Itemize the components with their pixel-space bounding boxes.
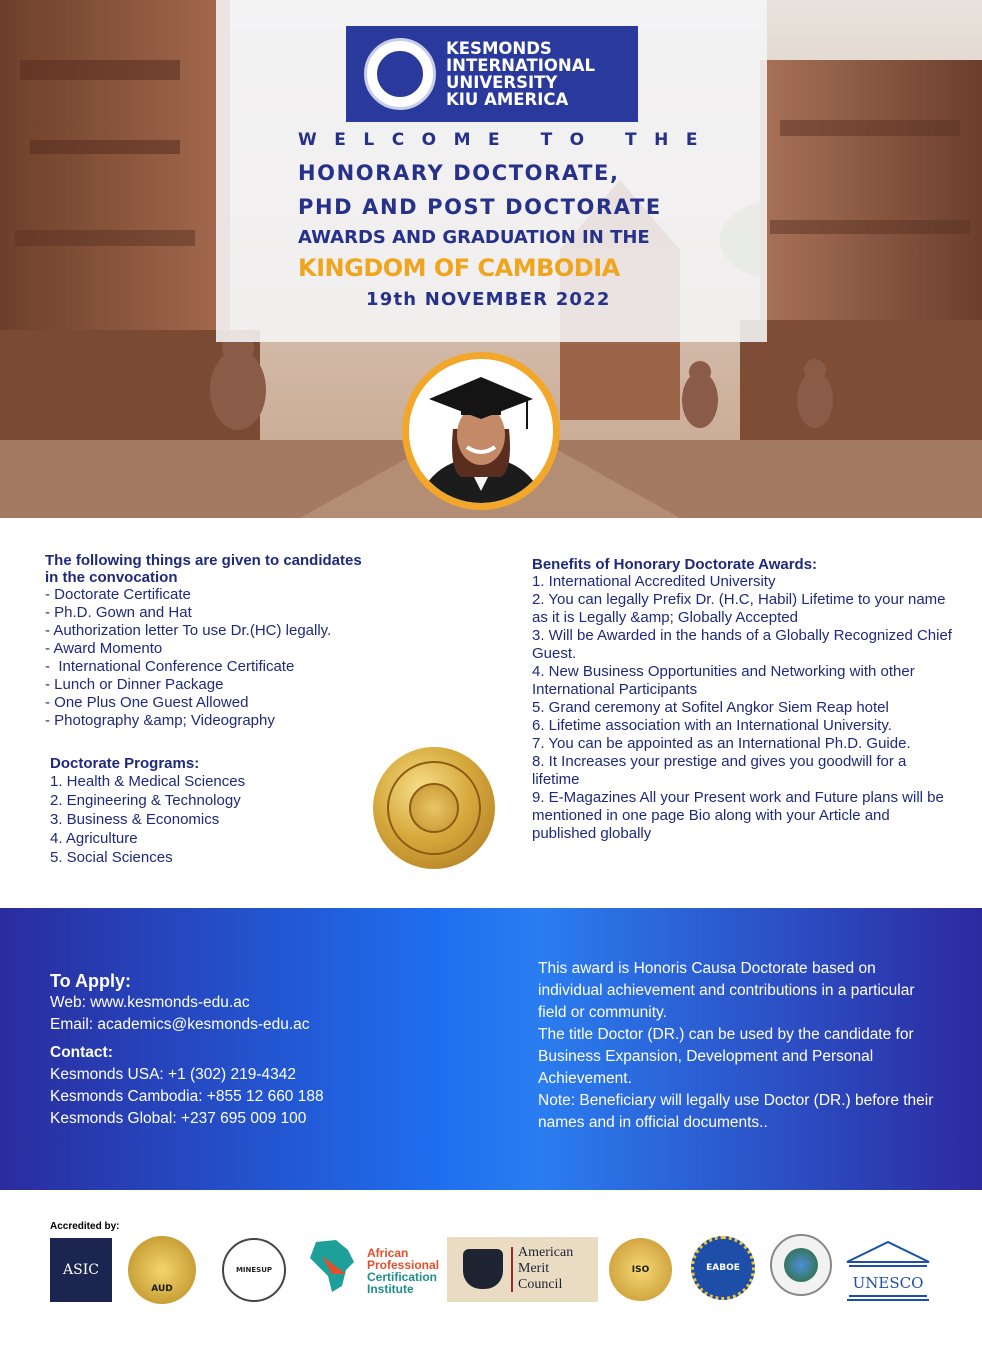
- welcome-text: WELCOME TO THE: [298, 130, 715, 150]
- list-item: - Photography &amp; Videography: [45, 712, 275, 729]
- gold-seal-icon: [373, 747, 495, 869]
- list-item: 6. Lifetime association with an International University.: [532, 717, 892, 734]
- headline-line-2: PHD AND POST DOCTORATE: [298, 195, 662, 219]
- list-item: 3. Business & Economics: [50, 811, 220, 828]
- amc-name-line: American: [518, 1245, 574, 1260]
- headline: [298, 156, 662, 224]
- apply-section: [50, 970, 324, 1130]
- university-name-line: UNIVERSITY: [446, 73, 558, 92]
- list-item: - Lunch or Dinner Package: [45, 676, 224, 693]
- eagle-crest-icon: [463, 1249, 503, 1289]
- apci-name-line: African: [367, 1246, 409, 1260]
- benefits-title: Benefits of Honorary Doctorate Awards:: [532, 556, 818, 573]
- contact-title: Contact:: [50, 1044, 113, 1061]
- list-item: - Authorization letter To use Dr.(HC) legally.: [45, 622, 332, 639]
- convocation-section: [45, 552, 485, 730]
- university-name-line: KESMONDS: [446, 39, 552, 58]
- eaboe-logo: EABOE: [691, 1236, 755, 1300]
- contact-phone[interactable]: Kesmonds Cambodia: +855 12 660 188: [50, 1088, 324, 1105]
- note-paragraph: Note: Beneficiary will legally use Doctor (DR.) before their names and in official documents..: [538, 1092, 934, 1131]
- programs-title: Doctorate Programs:: [50, 755, 200, 772]
- list-item: 4. New Business Opportunities and Networking with other International Participants: [532, 663, 915, 698]
- american-merit-council-logo: [447, 1237, 598, 1302]
- list-item: 1. Health & Medical Sciences: [50, 773, 246, 790]
- list-item: - Ph.D. Gown and Hat: [45, 604, 192, 621]
- convocation-title: [45, 552, 485, 586]
- web-link[interactable]: Web: www.kesmonds-edu.ac: [50, 994, 250, 1011]
- email-link[interactable]: Email: academics@kesmonds-edu.ac: [50, 1016, 310, 1033]
- asic-logo: ASIC: [50, 1238, 112, 1302]
- programs-section: [50, 755, 350, 867]
- event-date: 19th NOVEMBER 2022: [366, 289, 611, 310]
- unesco-text: UNESCO: [852, 1274, 924, 1292]
- list-item: 5. Social Sciences: [50, 849, 173, 866]
- list-item: 5. Grand ceremony at Sofitel Angkor Siem Reap hotel: [532, 699, 889, 716]
- location-title: KINGDOM OF CAMBODIA: [298, 254, 620, 282]
- university-name-line: INTERNATIONAL: [446, 56, 595, 75]
- list-item: 9. E-Magazines All your Present work and Future plans will be mentioned in one page Bio along with your Article and published globally: [532, 789, 944, 842]
- note-paragraph: The title Doctor (DR.) can be used by the candidate for Business Expansion, Development and Personal Achievement.: [538, 1026, 914, 1087]
- minesup-logo: MINESUP: [222, 1238, 286, 1302]
- iso-logo: ISO: [609, 1238, 672, 1301]
- convocation-title-line: The following things are given to candidates: [45, 552, 362, 569]
- apply-title: To Apply:: [50, 971, 131, 991]
- contact-phone[interactable]: Kesmonds USA: +1 (302) 219-4342: [50, 1066, 296, 1083]
- list-item: 3. Will be Awarded in the hands of a Globally Recognized Chief Guest.: [532, 627, 952, 662]
- university-name: [446, 40, 634, 108]
- list-item: 7. You can be appointed as an International Ph.D. Guide.: [532, 735, 911, 752]
- graduate-photo: [409, 359, 553, 503]
- list-item: 8. It Increases your prestige and gives you goodwill for a lifetime: [532, 753, 907, 788]
- list-item: - Award Momento: [45, 640, 163, 657]
- university-name-line: KIU AMERICA: [446, 90, 569, 109]
- list-item: 4. Agriculture: [50, 830, 138, 847]
- note-paragraph: This award is Honoris Causa Doctorate based on individual achievement and contributions in a particular field or community.: [538, 960, 915, 1021]
- list-item: 2. Engineering & Technology: [50, 792, 241, 809]
- university-seal-icon: [364, 38, 436, 110]
- apci-name-line: Professional: [367, 1258, 440, 1272]
- apci-africa-icon: [302, 1236, 362, 1296]
- amc-name-line: Council: [518, 1277, 563, 1292]
- convocation-title-line: in the convocation: [45, 569, 178, 586]
- hero-banner: [0, 0, 982, 518]
- list-item: - International Conference Certificate: [45, 658, 295, 675]
- list-item: - One Plus One Guest Allowed: [45, 694, 249, 711]
- subheadline: AWARDS AND GRADUATION IN THE: [298, 227, 650, 248]
- apci-name-line: Institute: [367, 1282, 414, 1296]
- accredited-label: Accredited by:: [50, 1221, 120, 1232]
- amc-name-line: Merit: [518, 1261, 550, 1276]
- list-item: 2. You can legally Prefix Dr. (H.C, Habil) Lifetime to your name as it is Legally &amp; Globally Accepted: [532, 591, 946, 626]
- contact-phone[interactable]: Kesmonds Global: +237 695 009 100: [50, 1110, 307, 1127]
- benefits-section: [532, 556, 952, 843]
- award-note: [538, 958, 938, 1134]
- apci-name-line: Certification: [367, 1270, 438, 1284]
- apci-name: [367, 1247, 439, 1295]
- headline-line-1: HONORARY DOCTORATE,: [298, 161, 620, 185]
- unesco-logo: [845, 1240, 931, 1302]
- delaware-seal-icon: [770, 1234, 832, 1296]
- list-item: - Doctorate Certificate: [45, 586, 191, 603]
- list-item: 1. International Accredited University: [532, 573, 776, 590]
- graduate-portrait: [402, 352, 560, 510]
- aud-logo: AUD: [128, 1236, 196, 1304]
